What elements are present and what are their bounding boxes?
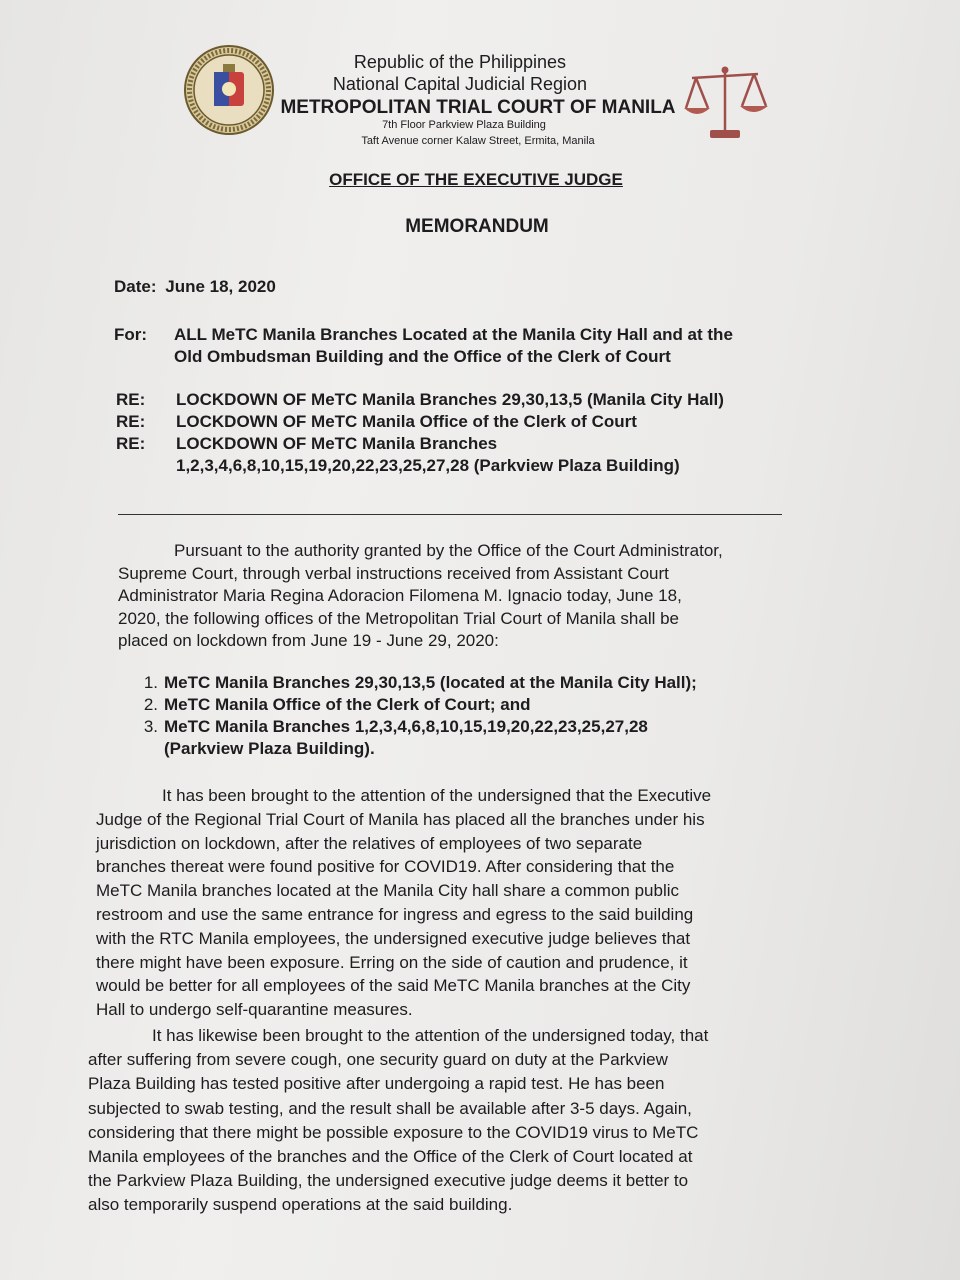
paragraph-line: Pursuant to the authority granted by the Office of the Court Administrator, xyxy=(174,541,723,560)
paragraph-line: It has likewise been brought to the attention of the undersigned today, that xyxy=(152,1026,709,1045)
paragraph-line: Administrator Maria Regina Adoracion Filomena M. Ignacio today, June 18, xyxy=(118,586,682,606)
for-line-2: Old Ombudsman Building and the Office of the Clerk of Court xyxy=(174,347,671,366)
divider-line xyxy=(118,514,782,515)
list-text: MeTC Manila Branches 1,2,3,4,6,8,10,15,19,20,22,23,25,27,28 xyxy=(164,717,648,736)
for-line-1: ALL MeTC Manila Branches Located at the Manila City Hall and at the xyxy=(174,325,733,344)
paragraph-line: MeTC Manila branches located at the Manila City hall share a common public xyxy=(96,881,679,901)
paragraph-line: the Parkview Plaza Building, the undersigned executive judge deems it better to xyxy=(88,1171,689,1191)
re-line-3a: LOCKDOWN OF MeTC Manila Branches xyxy=(176,434,498,453)
date-field xyxy=(114,276,276,298)
region-line: National Capital Judicial Region xyxy=(332,74,588,94)
re-label: RE: xyxy=(116,434,146,453)
date-label: Date: xyxy=(114,277,157,296)
paragraph-line: placed on lockdown from June 19 - June 29, 2020: xyxy=(118,631,499,651)
paragraph-1 xyxy=(118,540,786,653)
paragraph-3 xyxy=(88,1024,818,1218)
paragraph-line: with the RTC Manila employees, the undersigned executive judge believes that xyxy=(96,928,691,948)
paragraph-line: Judge of the Regional Trial Court of Manila has placed all the branches under his xyxy=(96,809,705,829)
re-line-1: LOCKDOWN OF MeTC Manila Branches 29,30,13,5 (Manila City Hall) xyxy=(176,390,724,409)
list-text: (Parkview Plaza Building). xyxy=(164,739,375,758)
paragraph-line: 2020, the following offices of the Metropolitan Trial Court of Manila shall be xyxy=(118,608,679,628)
list-text: MeTC Manila Branches 29,30,13,5 (located at the Manila City Hall); xyxy=(164,673,697,692)
list-number: 3. xyxy=(143,717,158,736)
paragraph-line: Manila employees of the branches and the Office of the Clerk of Court located at xyxy=(88,1147,693,1167)
re-line-2: LOCKDOWN OF MeTC Manila Office of the Clerk of Court xyxy=(176,412,637,431)
list-item xyxy=(134,716,774,738)
list-number: 1. xyxy=(143,673,158,692)
list-item xyxy=(134,672,774,694)
list-item xyxy=(134,738,774,760)
paragraph-line: It has been brought to the attention of the undersigned that the Executive xyxy=(162,786,712,805)
paragraph-line: Supreme Court, through verbal instructions received from Assistant Court xyxy=(118,563,669,583)
re-label: RE: xyxy=(116,390,146,409)
paragraph-line: after suffering from severe cough, one security guard on duty at the Parkview xyxy=(88,1050,668,1070)
re-line-3b: 1,2,3,4,6,8,10,15,19,20,22,23,25,27,28 (Parkview Plaza Building) xyxy=(176,456,680,475)
address-line-2: Taft Avenue corner Kalaw Street, Ermita, Manila xyxy=(361,135,595,147)
document-type: MEMORANDUM xyxy=(405,216,549,237)
list-text: MeTC Manila Office of the Clerk of Court; and xyxy=(164,695,531,714)
for-label: For: xyxy=(114,325,148,344)
paragraph-line: there might have been exposure. Erring on the side of caution and prudence, it xyxy=(96,952,688,972)
paragraph-line: restroom and use the same entrance for ingress and egress to the said building xyxy=(96,904,694,924)
office-title: OFFICE OF THE EXECUTIVE JUDGE xyxy=(329,170,623,189)
paragraph-line: Hall to undergo self-quarantine measures. xyxy=(96,1000,413,1020)
paragraph-line: jurisdiction on lockdown, after the relatives of employees of two separate xyxy=(96,833,643,853)
list-number: 2. xyxy=(143,695,158,714)
paragraph-line: would be better for all employees of the said MeTC Manila branches at the City xyxy=(96,976,691,996)
paragraph-line: also temporarily suspend operations at the said building. xyxy=(88,1195,513,1215)
paragraph-line: Plaza Building has tested positive after undergoing a rapid test. He has been xyxy=(88,1074,665,1094)
republic-line: Republic of the Philippines xyxy=(353,52,567,72)
address-line-1: 7th Floor Parkview Plaza Building xyxy=(382,119,546,131)
paragraph-2 xyxy=(96,784,808,1022)
court-name: METROPOLITAN TRIAL COURT OF MANILA xyxy=(280,97,676,118)
paragraph-line: subjected to swab testing, and the result shall be available after 3-5 days. Again, xyxy=(88,1098,692,1118)
date-value: June 18, 2020 xyxy=(165,277,276,296)
paragraph-line: branches thereat were found positive for COVID19. After considering that the xyxy=(96,857,675,877)
list-item xyxy=(134,694,774,716)
scales-of-justice-icon xyxy=(680,64,770,144)
paragraph-line: considering that there might be possible exposure to the COVID19 virus to MeTC xyxy=(88,1122,699,1142)
re-label: RE: xyxy=(116,412,146,431)
office-list xyxy=(134,672,774,762)
